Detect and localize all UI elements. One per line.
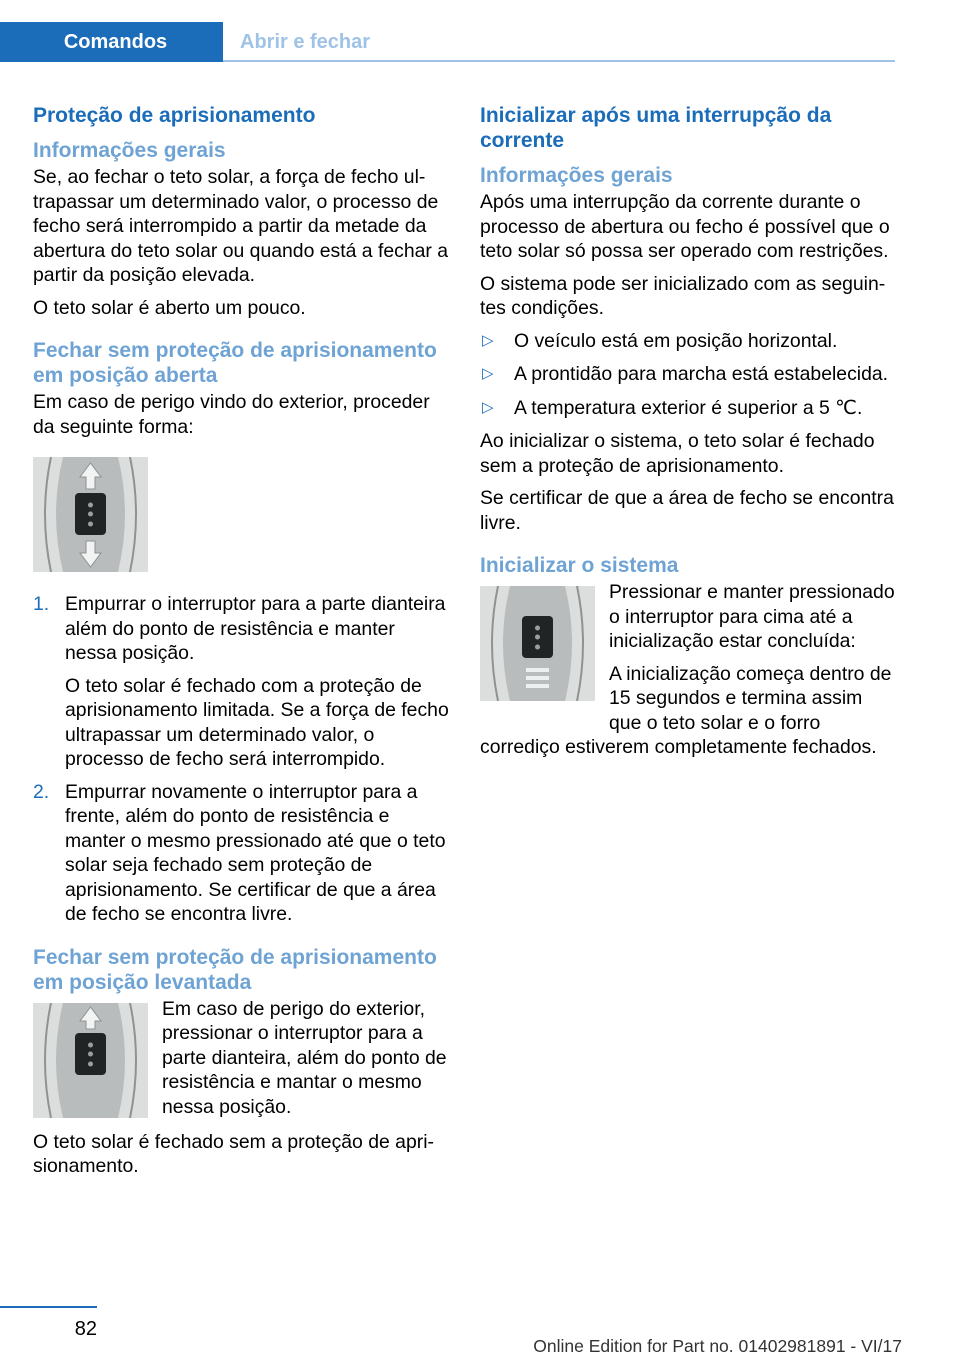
list-item [480, 396, 898, 421]
triangle-bullet-icon: ▷ [482, 398, 494, 416]
paragraph: Se certificar de que a área de fecho se encontra livre. [480, 487, 894, 534]
paragraph: O teto solar é aberto um pouco. [33, 296, 306, 319]
list-item-text: A prontidão para marcha está estabelecida. [514, 363, 889, 385]
step-number: 1. [33, 593, 50, 615]
chapter-tabbar [0, 22, 895, 62]
list-item-text: A temperatura exterior é superior a 5 ℃. [514, 396, 863, 419]
step-result: O teto solar é fechado com a proteção de aprisionamento limitada. Se a força de fecho ultrapassar um determinado valor, o processo de fecho será interrompido. [65, 674, 449, 770]
section-title-inicializar: Inicializar após uma interrupção da corrente [480, 104, 832, 152]
paragraph: Ao inicializar o sistema, o teto solar é fechado sem a proteção de aprisionamento. [480, 430, 875, 477]
step-number: 2. [33, 780, 50, 803]
paragraph: O sistema pode ser inicializado com as seguintes condições. [480, 272, 886, 319]
roof-switch-figure [480, 586, 595, 701]
list-item [480, 362, 898, 387]
tab-comandos[interactable]: Comandos [0, 22, 223, 62]
triangle-bullet-icon: ▷ [482, 365, 494, 382]
paragraph: A inicialização começa dentro de 15 segundos e termina assim que o teto solar e o forro corrediço estiverem completamente fechados. [480, 662, 892, 758]
heading-inicializar-sistema: Inicializar o sistema [480, 554, 679, 577]
paragraph: Pressionar e manter pressionado o interruptor para cima até a inicialização estar concluída: [609, 581, 895, 652]
heading-fechar-posicao-levantada: Fechar sem proteção de aprisionamento em posição levantada [33, 945, 437, 994]
right-column [480, 103, 898, 768]
paragraph: O teto solar é fechado sem a proteção de aprisionamento. [33, 1130, 434, 1177]
paragraph: Se, ao fechar o teto solar, a força de fecho ultrapassar um determinado valor, o processo de fecho será interrompido a partir da metade da abertura do teto solar ou quando está a fechar a partir da posição elevada. [33, 166, 449, 286]
paragraph: Em caso de perigo do exterior, pressionar o interruptor para a parte dianteira, além do ponto de resistência e mantar o mesmo nessa posição. [162, 997, 447, 1118]
paragraph: Após uma interrupção da corrente durante o processo de abertura ou fecho é possível que o teto solar só possa ser operado com restrições. [480, 191, 890, 262]
step-text: Empurrar novamente o interruptor para a frente, além do ponto de resistência e manter o mesmo pressionado até que o teto solar seja fechado sem proteção de aprisionamento. Se certificar de que a área de fecho se encontra livre. [65, 780, 446, 925]
roof-switch-figure [33, 457, 148, 572]
tab-divider [223, 60, 895, 62]
paragraph: Em caso de perigo vindo do exterior, proceder da seguinte forma: [33, 391, 430, 438]
triangle-bullet-icon: ▷ [482, 331, 494, 349]
heading-informacoes-gerais: Informações gerais [480, 164, 673, 187]
page-number: 82 [74, 1318, 97, 1340]
page-number-rule [0, 1306, 97, 1308]
tab-abrir-e-fechar[interactable]: Abrir e fechar [240, 30, 371, 53]
step-text: Empurrar o interruptor para a parte dianteira além do ponto de resistência e manter nessa posição. [65, 593, 446, 664]
left-column [33, 103, 450, 1187]
list-item [33, 592, 450, 772]
list-item [33, 780, 450, 927]
list-item [480, 329, 898, 354]
roof-switch-figure [33, 1003, 148, 1118]
conditions-list [480, 329, 898, 421]
heading-fechar-posicao-aberta: Fechar sem proteção de aprisionamento em posição aberta [33, 339, 437, 387]
list-item-text: O veículo está em posição horizontal. [514, 329, 838, 352]
edition-footer: Online Edition for Part no. 01402981891 - VI/17 [533, 1336, 902, 1356]
section-title-protecao: Proteção de aprisionamento [33, 104, 316, 127]
heading-informacoes-gerais: Informações gerais [33, 139, 226, 162]
steps-list [33, 592, 450, 927]
